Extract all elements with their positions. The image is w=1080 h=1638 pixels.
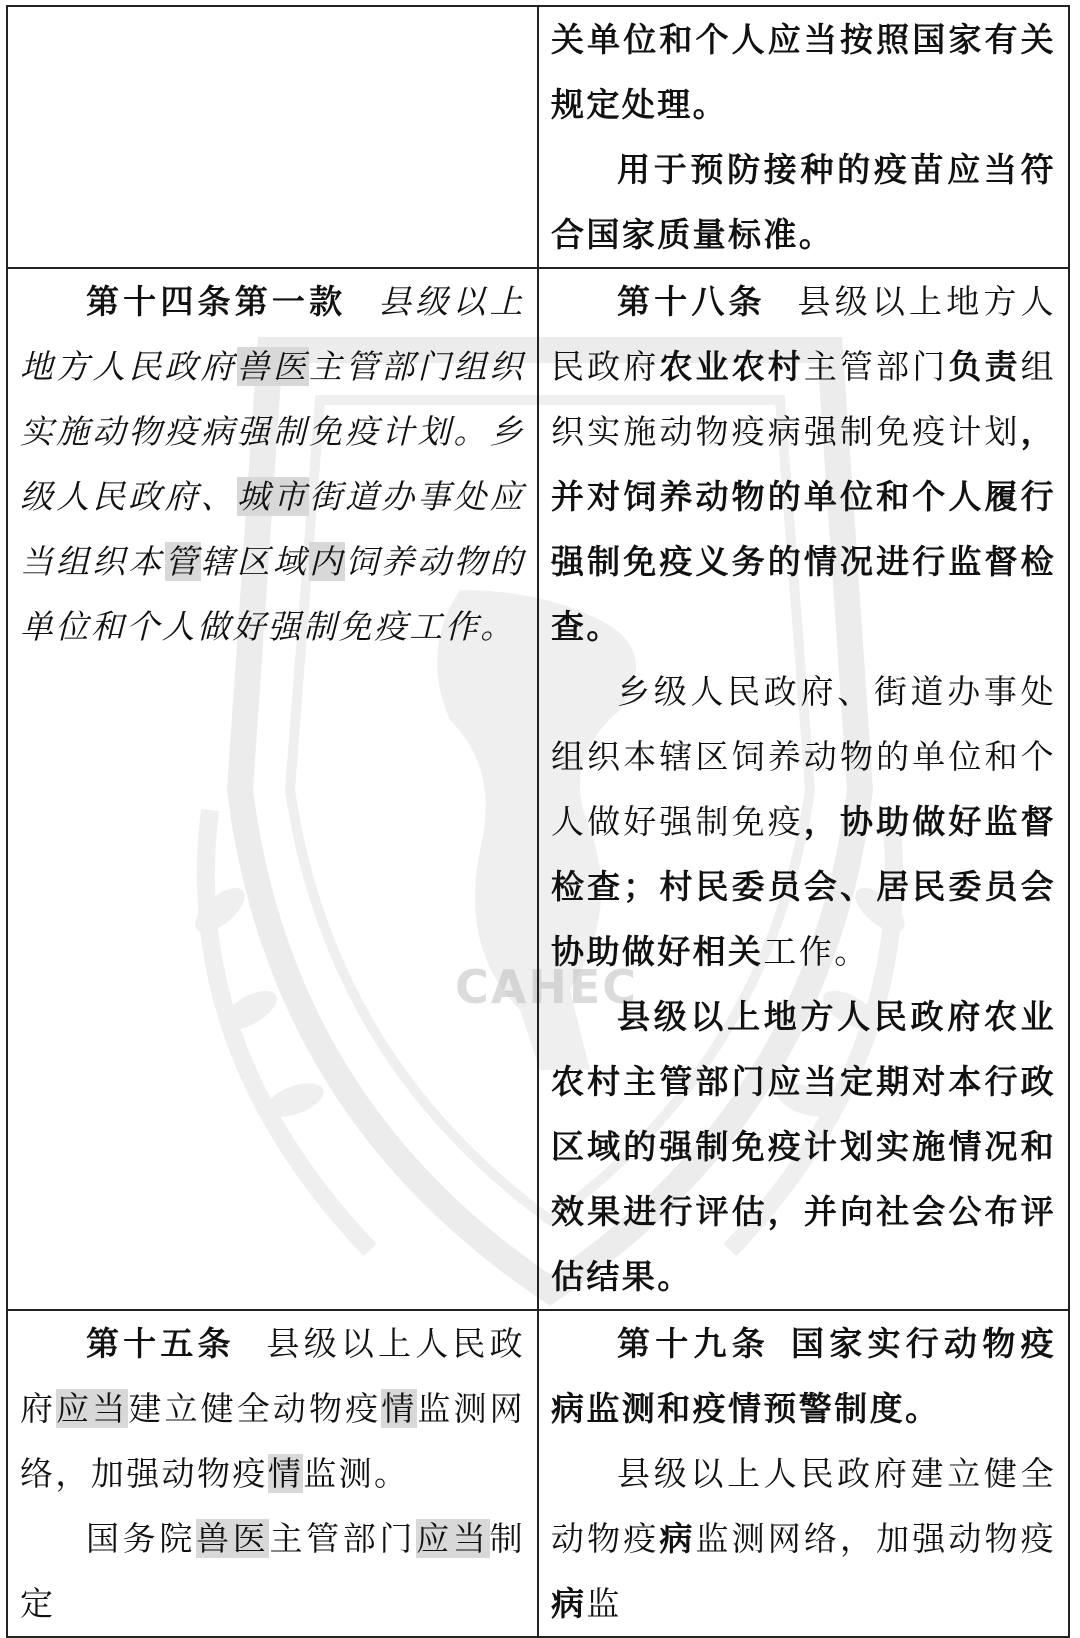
row2-left-cell bbox=[7, 268, 538, 1310]
row1-left-cell bbox=[7, 6, 538, 268]
article-15-para-2: 国务院兽医主管部门应当制定 bbox=[20, 1519, 525, 1623]
row2-right-cell bbox=[538, 268, 1069, 1310]
highlight: 城市 bbox=[236, 477, 309, 516]
row1-right-para-2: 用于预防接种的疫苗应当符合国家质量标准。 bbox=[551, 150, 1056, 254]
article-18-para-3: 县级以上地方人民政府农业农村主管部门应当定期对本行政区域的强制免疫计划实施情况和效果进行评估，并向社会公布评估结果。 bbox=[551, 997, 1056, 1296]
row1-right-para-1: 关单位和个人应当按照国家有关规定处理。 bbox=[551, 20, 1056, 124]
highlight: 管 bbox=[164, 542, 201, 581]
table-row bbox=[7, 1310, 1069, 1637]
row3-left-cell bbox=[7, 1310, 538, 1637]
watermark-text: CAHEC bbox=[455, 960, 639, 1014]
comparison-table bbox=[6, 5, 1070, 1638]
highlight: 应当 bbox=[416, 1519, 490, 1558]
article-19-para-1: 第十九条 国家实行动物疫病监测和疫情预警制度。 bbox=[551, 1324, 1056, 1428]
article-15-para-1: 第十五条 县级以上人民政府应当建立健全动物疫情监测网络，加强动物疫情监测。 bbox=[20, 1324, 525, 1493]
article-18-para-1: 第十八条 县级以上地方人民政府农业农村主管部门负责组织实施动物疫病强制免疫计划，并对饲养动物的单位和个人履行强制免疫义务的情况进行监督检查。 bbox=[551, 282, 1056, 646]
row1-right-cell bbox=[538, 6, 1069, 268]
article-14-text: 第十四条第一款 县级以上地方人民政府兽医主管部门组织实施动物疫病强制免疫计划。乡级人民政府、城市街道办事处应当组织本管辖区域内饲养动物的单位和个人做好强制免疫工作。 bbox=[20, 282, 526, 646]
article-19-para-2: 县级以上人民政府建立健全动物疫病监测网络，加强动物疫病监 bbox=[551, 1454, 1057, 1623]
article-15-heading: 第十五条 bbox=[86, 1324, 235, 1363]
article-19-heading: 第十九条 bbox=[617, 1324, 771, 1363]
highlight: 兽医 bbox=[236, 347, 309, 386]
table-row bbox=[7, 268, 1069, 1310]
article-14-heading: 第十四条第一款 bbox=[86, 282, 347, 321]
table-row bbox=[7, 6, 1069, 268]
article-18-para-2: 乡级人民政府、街道办事处组织本辖区饲养动物的单位和个人做好强制免疫，协助做好监督检查；村民委员会、居民委员会协助做好相关工作。 bbox=[551, 672, 1056, 971]
row3-right-cell bbox=[538, 1310, 1069, 1637]
highlight: 情 bbox=[381, 1389, 418, 1428]
highlight: 内 bbox=[309, 542, 346, 581]
highlight: 兽医 bbox=[196, 1519, 270, 1558]
highlight: 情 bbox=[267, 1454, 304, 1493]
article-18-heading: 第十八条 bbox=[617, 282, 766, 321]
highlight: 应当 bbox=[56, 1389, 129, 1428]
